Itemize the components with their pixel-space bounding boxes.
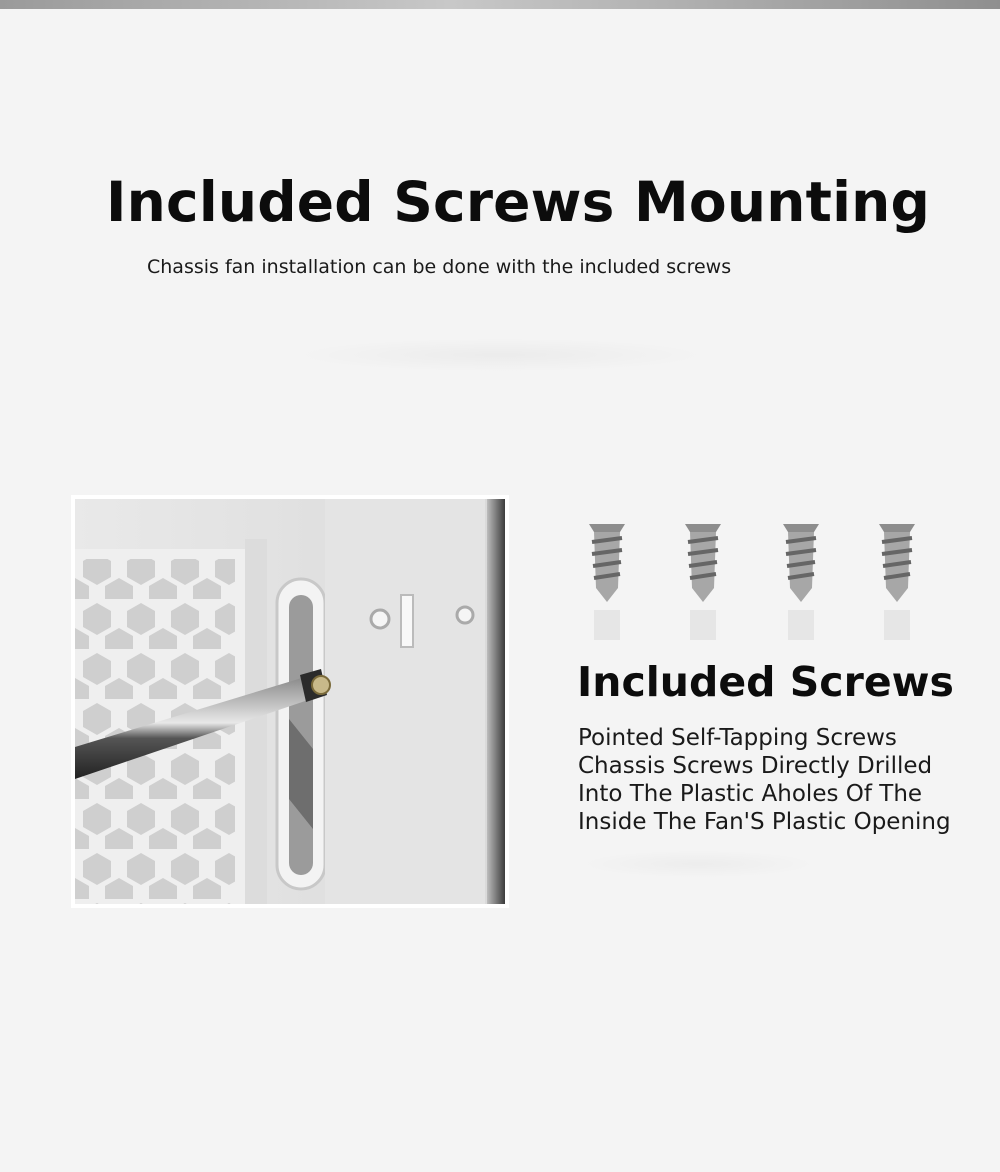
screw-icon: [678, 518, 728, 648]
description-line: Inside The Fan'S Plastic Opening: [578, 809, 951, 835]
screws-illustration: [570, 518, 940, 648]
screw-icon: [582, 518, 632, 648]
description-line: Pointed Self-Tapping Screws: [578, 725, 897, 751]
page-subtitle: Chassis fan installation can be done with the included screws: [147, 256, 732, 278]
section-title: Included Screws: [577, 658, 954, 706]
description-line: Chassis Screws Directly Drilled: [578, 753, 933, 779]
description-line: Into The Plastic Aholes Of The: [578, 781, 923, 807]
chassis-screwdriver-photo: [71, 495, 509, 908]
page-title: Included Screws Mounting: [106, 170, 931, 234]
faded-background-text: [578, 850, 818, 878]
screw-icon: [776, 518, 826, 648]
section-description: [578, 724, 951, 836]
screw-icon: [872, 518, 922, 648]
faded-background-text: [290, 338, 710, 372]
top-accent-bar: [0, 0, 1000, 9]
